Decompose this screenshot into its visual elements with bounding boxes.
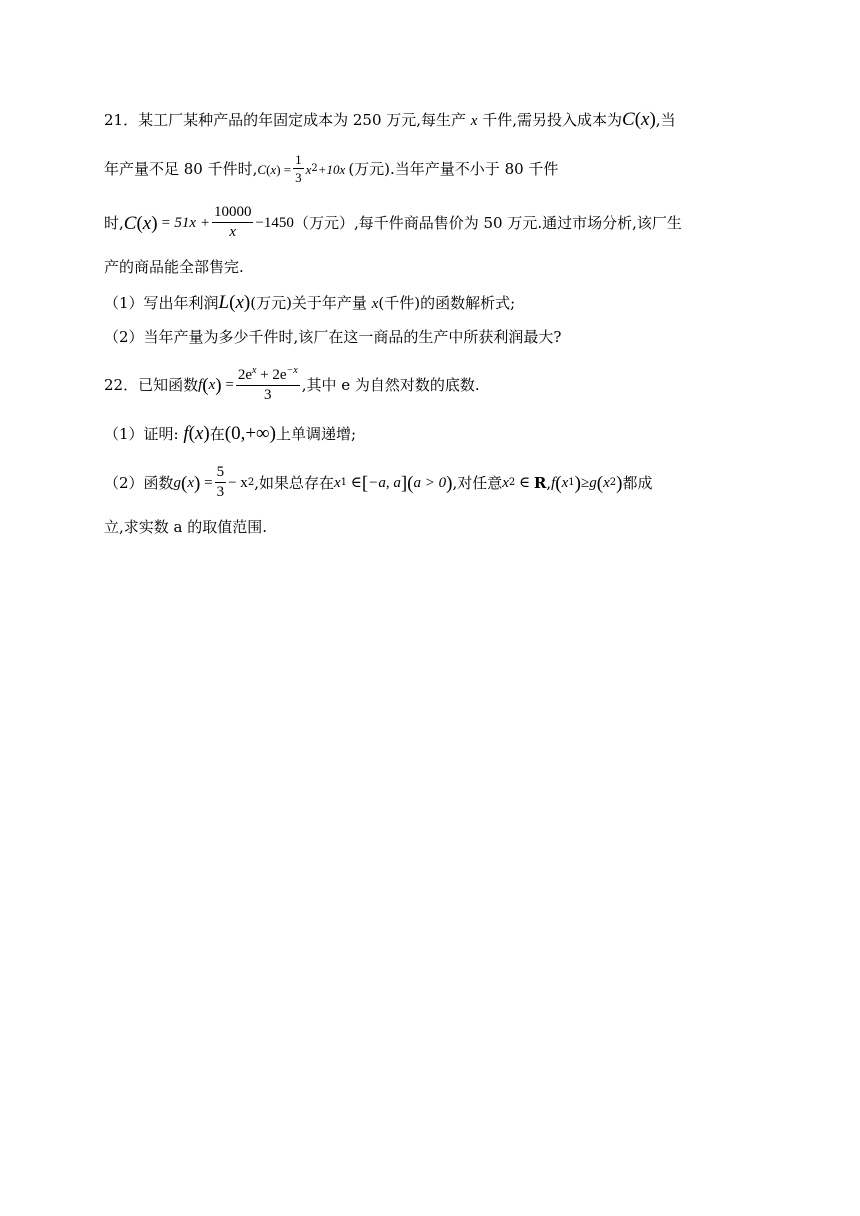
fraction-one-third: $\frac{1}{3}$ bbox=[295, 152, 302, 185]
var-x2: x bbox=[502, 474, 509, 491]
q21-text: 21．某工厂某种产品的年固定成本为 250 万元,每生产 bbox=[104, 111, 471, 129]
var-f: f bbox=[183, 423, 189, 444]
var-L: L bbox=[218, 292, 230, 313]
var-x: x bbox=[470, 113, 478, 129]
q21-part-2: （2）当年产量为多少千件时,该厂在这一商品的生产中所获利润最大? bbox=[104, 328, 562, 346]
var-x: x bbox=[194, 423, 204, 444]
var-x: x bbox=[235, 292, 244, 313]
interval-zero-inf: 0,+∞ bbox=[231, 423, 270, 444]
fraction-f-definition: $\frac{2e^x + 2e^{-x}}{3}$ bbox=[237, 365, 298, 403]
var-x: x bbox=[142, 212, 152, 234]
q22-part2-text: （2）函数 bbox=[104, 473, 174, 492]
q22-part2-text: ,如果总存在 bbox=[254, 473, 334, 492]
q22-part2-text: ,对任意 bbox=[452, 473, 503, 492]
var-C: C bbox=[257, 161, 267, 177]
q21-part-1: （1）写出年利润L(x)(万元)关于年产量 x(千件)的函数解析式; bbox=[104, 292, 516, 313]
var-C: C bbox=[123, 212, 137, 234]
q21-line-3: 时, C ( x ) = 51x + $\frac{10000}{x}$ −1450 （万元）,每千件商品售价为 50 万元.通过市场分析,该厂生 bbox=[104, 204, 682, 240]
q22-part2-text: 都成 bbox=[622, 473, 653, 492]
cond-a-gt-0: a > 0 bbox=[413, 474, 447, 491]
q21-text: 年产量不足 80 千件时, bbox=[104, 159, 258, 178]
fraction-five-thirds: $\frac{5}{3}$ bbox=[216, 464, 225, 500]
q22-part1-text: （1）证明: bbox=[104, 425, 184, 443]
q21-line-2: 年产量不足 80 千件时, C ( x ) = $\frac{1}{3}$ x 2 +10x (万元).当年产量不小于 80 千件 bbox=[104, 152, 559, 185]
interval-minus-a-a: −a, a bbox=[368, 474, 401, 491]
q21-part1-text: (千件)的函数解析式; bbox=[378, 294, 516, 312]
term-10x: +10x bbox=[317, 161, 346, 177]
var-x: x bbox=[208, 376, 216, 393]
var-x1: x bbox=[333, 474, 341, 491]
var-x: x bbox=[305, 161, 312, 177]
q21-line-4: 产的商品能全部售完. bbox=[104, 258, 244, 276]
var-x: x bbox=[641, 109, 650, 130]
var-C: C bbox=[622, 109, 635, 130]
q22-text: ,其中 e 为自然对数的底数. bbox=[301, 375, 480, 394]
q22-part-2: （2）函数 g ( x ) = $\frac{5}{3}$ − x 2 ,如果总存在 x 1 ∈ [ −a, a ] ( a > 0 ) ,对任意 x 2 ∈ R , f ( x 1 ) ≥ g ( x 2 ) 都成 bbox=[104, 464, 653, 500]
var-x: x bbox=[187, 474, 195, 491]
q21-part1-text: (万元)关于年产量 bbox=[250, 294, 372, 312]
q22-part-1: （1）证明: f(x)在(0,+∞)上单调递增; bbox=[104, 423, 356, 444]
q21-text: 千件,需另投入成本为 bbox=[477, 111, 623, 129]
fraction-10000-over-x: $\frac{10000}{x}$ bbox=[213, 204, 252, 240]
q21-line-1: 21．某工厂某种产品的年固定成本为 250 万元,每生产 x 千件,需另投入成本为C(x),当 bbox=[104, 109, 676, 130]
var-g: g bbox=[173, 474, 182, 491]
q21-text: 时, bbox=[104, 213, 124, 232]
var-f: f bbox=[551, 474, 556, 491]
q22-part1-text: 在 bbox=[209, 425, 225, 443]
var-f: f bbox=[198, 376, 203, 393]
set-R: R bbox=[533, 473, 547, 492]
q21-text: ,当 bbox=[655, 111, 676, 129]
q21-text: （万元）,每千件商品售价为 50 万元.通过市场分析,该厂生 bbox=[293, 213, 682, 232]
expr-minus1450: −1450 bbox=[255, 214, 294, 231]
q22-part1-text: 上单调递增; bbox=[275, 425, 356, 443]
q21-part1-text: （1）写出年利润 bbox=[104, 294, 219, 312]
q21-text: (万元).当年产量不小于 80 千件 bbox=[348, 159, 559, 178]
var-g: g bbox=[589, 474, 597, 491]
expr-minus-x2: − x bbox=[228, 474, 248, 491]
var-x: x bbox=[270, 161, 277, 177]
q22-line-1: 22．已知函数 f ( x ) = $\frac{2e^x + 2e^{-x}}{3}$ ,其中 e 为自然对数的底数. bbox=[104, 365, 480, 403]
var-x: x bbox=[371, 296, 379, 312]
q22-text: 22．已知函数 bbox=[104, 375, 199, 394]
q22-line-last: 立,求实数 a 的取值范围. bbox=[104, 518, 268, 536]
expr-51x: = 51x + bbox=[160, 214, 210, 231]
